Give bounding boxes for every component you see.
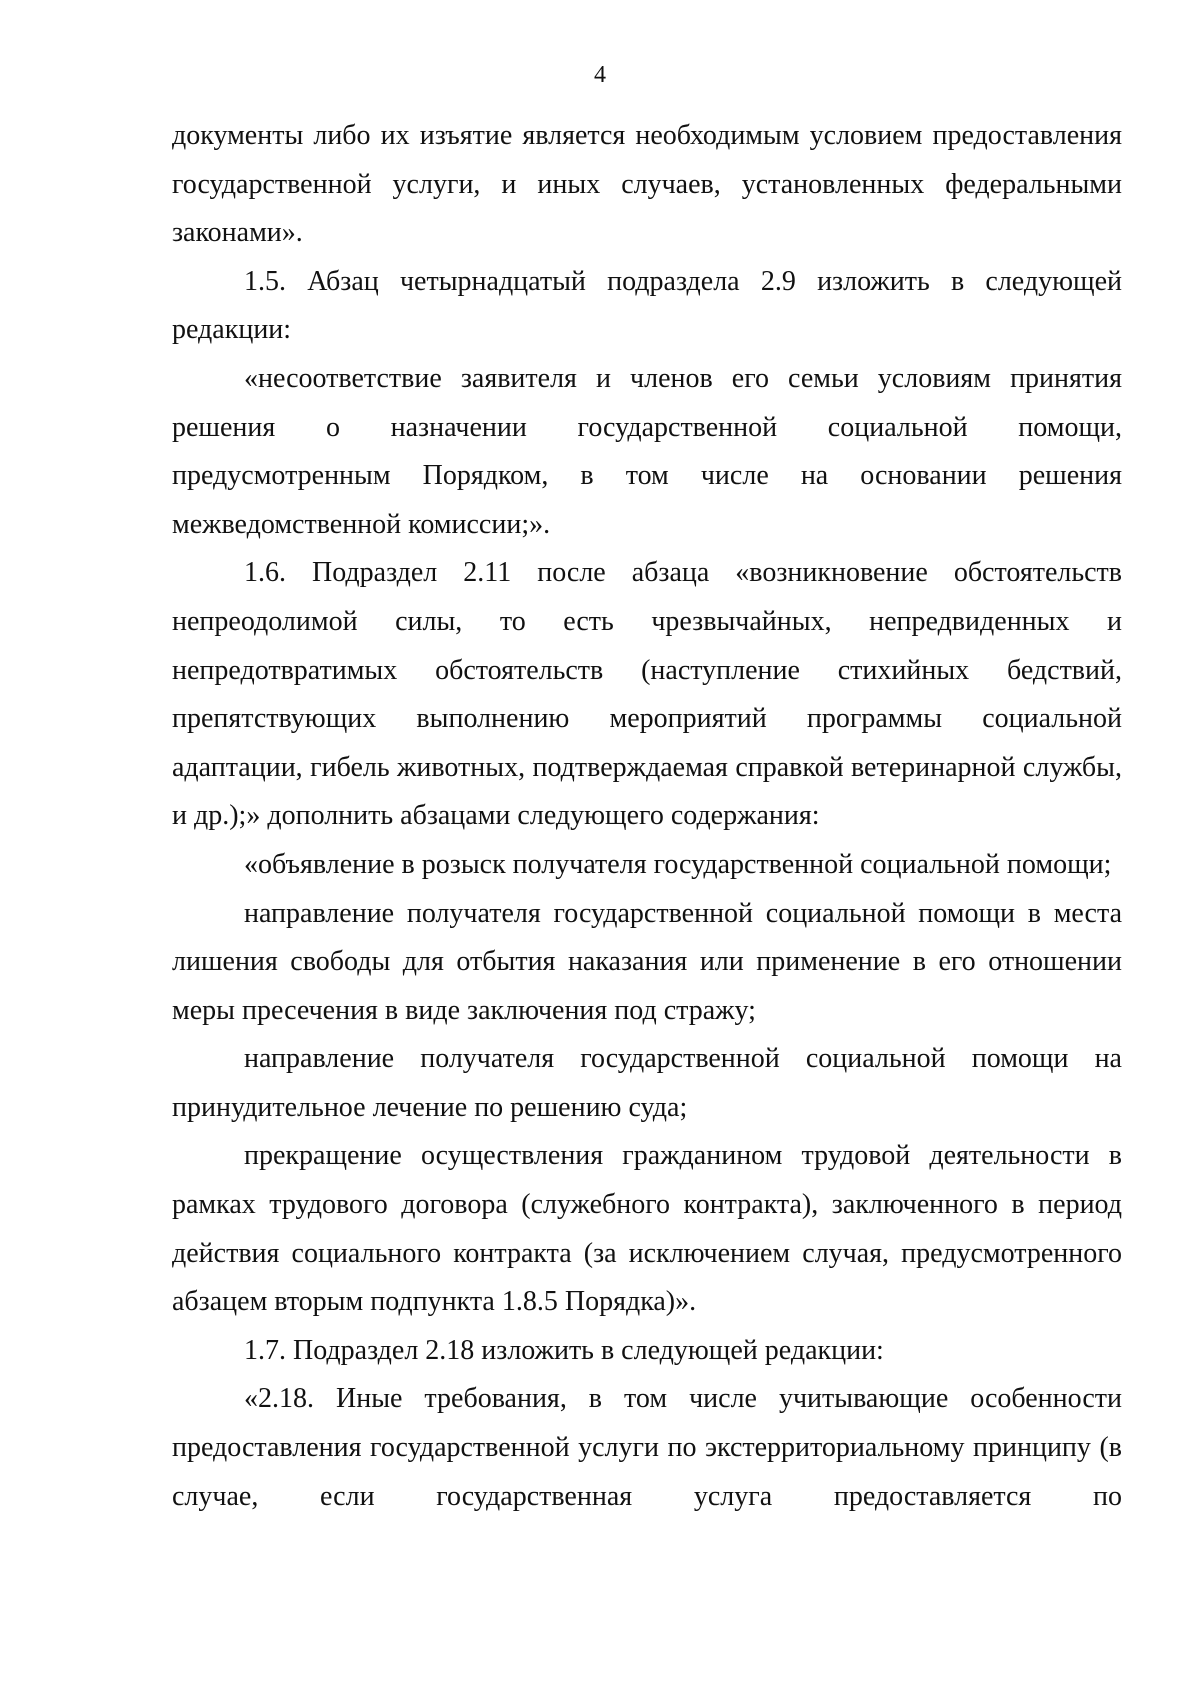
page-number: 4 [594, 62, 606, 88]
paragraph-10: «2.18. Иные требования, в том числе учитывающие особенности предоставления государственной услуги по экстерриториальному принципу (в случае, если государственная услуга предоставляется по [172, 1383, 1122, 1512]
paragraph-3: «несоответствие заявителя и членов его семьи условиям принятия решения о назначении государственной социальной помощи, предусмотренным Порядком, в том числе на основании решения межведомственной комиссии;». [172, 362, 1122, 540]
paragraph-5: «объявление в розыск получателя государственной социальной помощи; [244, 848, 1112, 880]
paragraph-4: 1.6. Подраздел 2.11 после абзаца «возникновение обстоятельств непреодолимой силы, то есть чрезвычайных, непредвиденных и непредотвратимых обстоятельств (наступление стихийных бедствий, препятствующих выполнению мероприятий программы социальной адаптации, гибель животных, подтверждаемая справкой ветеринарной службы, и др.);» дополнить абзацами следующего содержания: [172, 557, 1122, 832]
paragraph-6: направление получателя государственной социальной помощи в места лишения свободы для отбытия наказания или применение в его отношении меры пресечения в виде заключения под стражу; [172, 897, 1122, 1026]
paragraph-2: 1.5. Абзац четырнадцатый подраздела 2.9 изложить в следующей редакции: [172, 265, 1122, 346]
document-body [172, 112, 1122, 1521]
paragraph-1: документы либо их изъятие является необходимым условием предоставления государственной услуги, и иных случаев, установленных федеральными законами». [172, 120, 1122, 249]
paragraph-9: 1.7. Подраздел 2.18 изложить в следующей редакции: [244, 1334, 884, 1366]
paragraph-8: прекращение осуществления гражданином трудовой деятельности в рамках трудового договора (служебного контракта), заключенного в период действия социального контракта (за исключением случая, предусмотренного абзацем вторым подпункта 1.8.5 Порядка)». [172, 1140, 1122, 1318]
paragraph-7: направление получателя государственной социальной помощи на принудительное лечение по решению суда; [172, 1043, 1122, 1123]
